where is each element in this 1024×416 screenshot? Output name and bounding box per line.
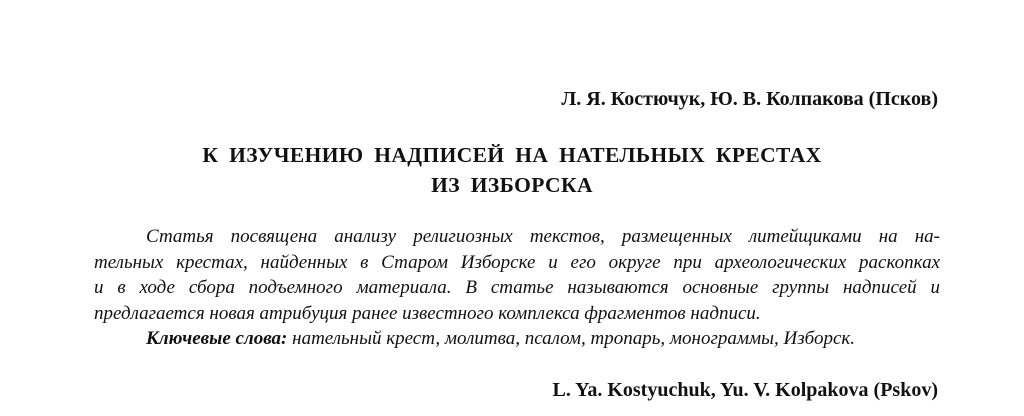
- authors-russian: Л. Я. Костючук, Ю. В. Колпакова (Псков): [561, 88, 938, 110]
- authors-english: L. Ya. Kostyuchuk, Yu. V. Kolpakova (Pskov): [552, 379, 938, 401]
- abstract: [94, 224, 940, 352]
- abstract-line-4: предлагается новая атрибуция ранее известного комплекса фрагментов надписи.: [94, 302, 761, 324]
- keywords-label: Ключевые слова:: [146, 328, 288, 350]
- keywords-text: нательный крест, молитва, псалом, тропарь, монограммы, Изборск.: [287, 328, 856, 350]
- title-line-1: К ИЗУЧЕНИЮ НАДПИСЕЙ НА НАТЕЛЬНЫХ КРЕСТАХ: [202, 143, 822, 167]
- abstract-line-3: и в ходе сбора подъемного материала. В статье называются основные группы надписей и: [94, 277, 940, 299]
- article-title: [0, 140, 1024, 200]
- keywords-line: [94, 326, 940, 352]
- abstract-line-2: тельных крестах, найденных в Старом Изборске и его округе при археологических раскопках: [94, 251, 940, 273]
- title-line-2: ИЗ ИЗБОРСКА: [431, 173, 593, 197]
- abstract-line-1: Статья посвящена анализу религиозных текстов, размещенных литейщиками на на-: [146, 226, 940, 247]
